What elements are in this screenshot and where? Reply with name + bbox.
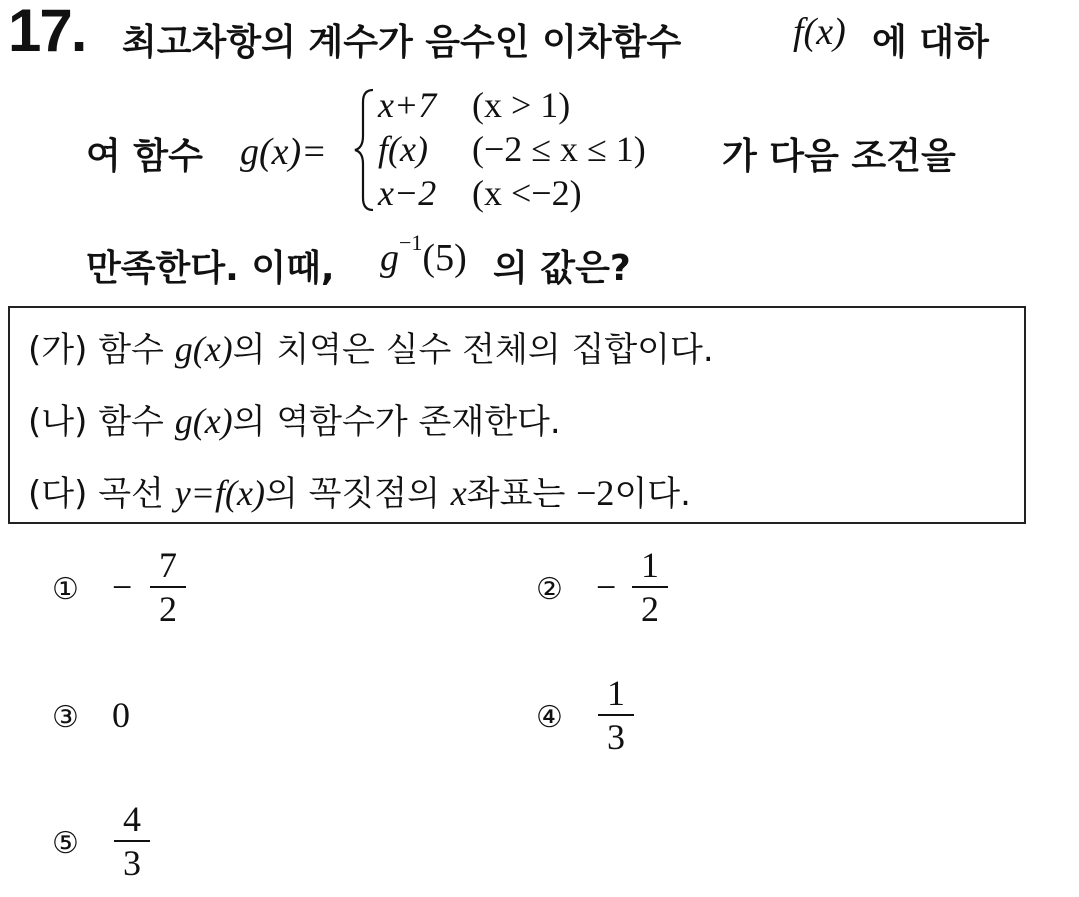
question-line3-tail: 의 값은?	[493, 248, 631, 289]
question-line3-text: 만족한다. 이때,	[86, 248, 335, 289]
piece2-expr: f(x)	[378, 129, 428, 169]
condition-math: y=f(x)	[174, 473, 265, 513]
choice-1-marker[interactable]: ①	[52, 572, 79, 607]
choice-5-fraction	[114, 800, 150, 882]
question-number: 17.	[8, 0, 86, 64]
piece1-expr: x+7	[378, 85, 437, 125]
choice-2-marker[interactable]: ②	[536, 572, 563, 607]
argument-five: (5)	[422, 237, 467, 279]
condition-math: g(x)	[174, 401, 233, 441]
piece1-cond: (x > 1)	[472, 85, 571, 125]
condition-da	[28, 466, 691, 515]
choice-2-fraction	[632, 546, 668, 628]
choice-5-denominator: 3	[123, 843, 141, 883]
question-line1-math	[793, 10, 846, 54]
condition-label: (가)	[28, 330, 88, 370]
choice-3-value: 0	[112, 695, 130, 735]
question-line2-tail: 가 다음 조건을	[722, 136, 956, 177]
condition-math: g(x)	[174, 329, 233, 369]
condition-label: (다)	[28, 474, 88, 514]
choice-4-fraction	[598, 674, 634, 756]
choice-5-numerator: 4	[123, 799, 141, 839]
question-line1	[122, 14, 681, 65]
choice-4-numerator: 1	[607, 673, 625, 713]
choice-2-numerator: 1	[641, 545, 659, 585]
condition-pre: 함수	[98, 330, 164, 370]
condition-post: 의 치역은 실수 전체의 집합이다.	[232, 330, 714, 370]
condition-mid: 의 꼭짓점의	[264, 474, 440, 514]
piece3-cond: (x <−2)	[472, 173, 582, 213]
condition-pre: 함수	[98, 402, 164, 442]
choice-2-denominator: 2	[641, 589, 659, 629]
fraction-bar	[150, 586, 186, 588]
fraction-bar	[598, 714, 634, 716]
question-line1-tail: 에 대하	[872, 22, 989, 63]
g-inverse-of-5	[380, 230, 467, 280]
choice-3-marker[interactable]: ③	[52, 700, 79, 735]
choice-4-denominator: 3	[607, 717, 625, 757]
question-line2-head: 여 함수	[86, 136, 203, 177]
condition-ga	[28, 322, 714, 371]
condition-math-x: x	[450, 473, 467, 513]
inverse-exponent: −1	[399, 230, 423, 256]
choice-5-marker[interactable]: ⑤	[52, 826, 79, 861]
fraction-bar	[632, 586, 668, 588]
condition-na	[28, 394, 561, 443]
choice-4-marker[interactable]: ④	[536, 700, 563, 735]
condition-tail: 이다.	[614, 474, 691, 514]
condition-math-neg2: −2	[576, 473, 615, 513]
f-of-x: f(x)	[793, 11, 846, 53]
g-of-x-equals: g(x)=	[240, 131, 327, 173]
fraction-bar	[114, 840, 150, 842]
choice-1-denominator: 2	[159, 589, 177, 629]
piece2-cond: (−2 ≤ x ≤ 1)	[472, 129, 646, 169]
piece3-expr: x−2	[378, 173, 437, 213]
condition-post: 좌표는	[466, 474, 566, 514]
choice-1-sign: −	[112, 567, 133, 607]
choice-2-sign: −	[596, 567, 617, 607]
choice-1-fraction	[150, 546, 186, 628]
question-line1-text: 최고차항의 계수가 음수인 이차함수	[122, 22, 682, 63]
choice-1-numerator: 7	[159, 545, 177, 585]
piecewise-brace	[353, 86, 377, 214]
condition-pre: 곡선	[98, 474, 164, 514]
g-symbol: g	[380, 237, 399, 279]
condition-label: (나)	[28, 402, 88, 442]
condition-post: 의 역함수가 존재한다.	[232, 402, 561, 442]
